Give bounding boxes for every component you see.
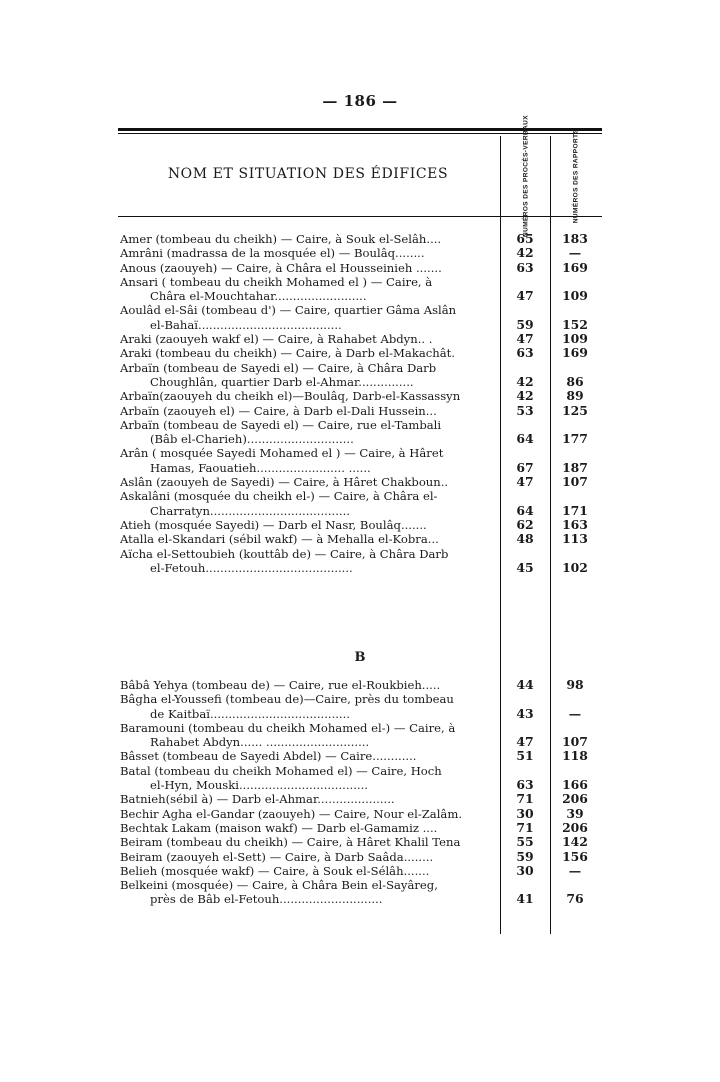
entry-line: Aslân (zaouyeh de Sayedi) — Caire, à Hâret Chakboun.. (120, 475, 449, 490)
entry-continuation-line: Choughlân, quartier Darb el-Ahmar............... (150, 374, 414, 389)
entry-name (118, 246, 498, 260)
entry-line: Beiram (tombeau du cheikh) — Caire, à Hâret Khalil Tena (120, 835, 461, 850)
proces-verbal-number: 42 (516, 388, 534, 404)
rapport-number: 98 (566, 677, 584, 692)
entry-line: Amer (tombeau du cheikh) — Caire, à Souk el-Selâh.... (120, 232, 442, 246)
index-entry (118, 332, 602, 346)
entries-section-a (118, 232, 602, 575)
rapport-number: 183 (562, 231, 588, 246)
entry-name (118, 346, 498, 360)
proces-verbal-number: 64 (516, 502, 534, 518)
proces-verbal-number: 47 (516, 331, 534, 347)
entry-name (118, 678, 498, 692)
entry-name (118, 332, 498, 346)
index-entry (118, 232, 602, 246)
entry-line: Belkeini (mosquée) — Caire, à Châra Bein el-Sayâreg, (120, 878, 438, 893)
entry-line: Atieh (mosquée Sayedi) — Darb el Nasr, Boulâq....... (120, 517, 427, 532)
index-entry (118, 749, 602, 763)
column-header-proces-verbaux-label: NUMÉROS DES PROCÈS-VERBAUX (522, 115, 530, 237)
rapport-number: 163 (562, 516, 588, 532)
proces-verbal-number: 45 (516, 559, 534, 575)
index-entry (118, 547, 602, 576)
entry-name (118, 489, 498, 518)
entry-continuation-line: el-Bahaï....................................... (150, 317, 342, 332)
index-entry (118, 418, 602, 447)
index-entry (118, 721, 602, 750)
rapport-number: 142 (562, 834, 588, 850)
proces-verbal-number: 63 (516, 777, 534, 793)
entry-continuation-line: Charratyn...................................... (150, 503, 350, 518)
entry-name (118, 475, 498, 489)
column-header-rapports-label: NUMÉROS DES RAPPORTS (572, 128, 580, 224)
proces-verbal-number: 51 (516, 748, 534, 764)
index-entry (118, 692, 602, 721)
rapport-number: — (568, 245, 582, 261)
rapport-number: 102 (562, 559, 588, 575)
entry-line: Ansari ( tombeau du cheikh Mohamed el ) — Caire, à (120, 274, 433, 289)
rapport-number: 166 (562, 777, 588, 793)
entry-name (118, 878, 498, 907)
index-entry (118, 475, 602, 489)
index-entry (118, 807, 602, 821)
entry-continuation-line: el-Hyn, Mouski................................... (150, 778, 368, 793)
index-entry (118, 678, 602, 692)
entry-name (118, 835, 498, 849)
index-entry (118, 835, 602, 849)
entry-name (118, 361, 498, 390)
proces-verbal-number: 42 (516, 245, 534, 261)
rapport-number: 118 (562, 748, 588, 764)
index-entry (118, 446, 602, 475)
proces-verbal-number: 63 (516, 259, 534, 275)
proces-verbal-number: 71 (516, 819, 534, 835)
entry-line: Baramouni (tombeau du cheikh Mohamed el-) — Caire, à (120, 720, 456, 735)
index-entry (118, 246, 602, 260)
index-entry (118, 361, 602, 390)
index-entry (118, 821, 602, 835)
entry-line: Bâsset (tombeau de Sayedi Abdel) — Caire............ (120, 749, 417, 764)
entry-line: Araki (tombeau du cheikh) — Caire, à Darb el-Makachât. (120, 346, 455, 361)
proces-verbal-number: 30 (516, 862, 534, 878)
rapport-number: 206 (562, 819, 588, 835)
header-bottom-rule (118, 216, 602, 217)
entry-line: Atalla el-Skandari (sébil wakf) — à Mehalla el-Kobra... (120, 532, 439, 547)
rapport-number: — (568, 862, 582, 878)
entry-name (118, 807, 498, 821)
entry-line: Arbaïn (tombeau de Sayedi el) — Caire, rue el-Tambali (120, 417, 442, 432)
rapport-number: 206 (562, 791, 588, 807)
proces-verbal-number: 63 (516, 345, 534, 361)
proces-verbal-number: 43 (516, 705, 534, 721)
entry-continuation-line: Rahabet Abdyn...... ............................ (150, 735, 370, 750)
proces-verbal-number: 47 (516, 474, 534, 490)
entry-name (118, 389, 498, 403)
index-entry (118, 275, 602, 304)
entry-line: Aïcha el-Settoubieh (kouttâb de) — Caire, à Châra Darb (120, 546, 449, 561)
entry-continuation-line: Châra el-Mouchtahar......................... (150, 289, 367, 304)
entry-continuation-line: Hamas, Faouatieh........................ ...... (150, 460, 371, 475)
rapport-number: 171 (562, 502, 588, 518)
index-entry (118, 261, 602, 275)
entry-line: Askalâni (mosquée du cheikh el-) — Caire, à Châra el- (120, 489, 438, 504)
entry-line: Arbaïn(zaouyeh du cheikh el)—Boulâq, Darb-el-Kassassyn (120, 389, 461, 404)
rapport-number: 109 (562, 288, 588, 304)
entry-name (118, 418, 498, 447)
index-entry (118, 346, 602, 360)
proces-verbal-number: 47 (516, 734, 534, 750)
entry-name (118, 446, 498, 475)
table-header (118, 115, 602, 237)
entry-name (118, 303, 498, 332)
proces-verbal-number: 42 (516, 373, 534, 389)
page-number: — 186 — (322, 92, 398, 110)
proces-verbal-number: 41 (516, 891, 534, 907)
rapport-number: 125 (562, 402, 588, 418)
entry-name (118, 261, 498, 275)
proces-verbal-number: 47 (516, 288, 534, 304)
proces-verbal-number: 62 (516, 516, 534, 532)
index-entry (118, 864, 602, 878)
rapport-number: 109 (562, 331, 588, 347)
proces-verbal-number: 65 (516, 231, 534, 246)
proces-verbal-number: 59 (516, 848, 534, 864)
index-entry (118, 850, 602, 864)
entry-continuation-line: (Bâb el-Charieh)............................. (150, 432, 354, 447)
proces-verbal-number: 30 (516, 805, 534, 821)
entry-name (118, 518, 498, 532)
proces-verbal-number: 55 (516, 834, 534, 850)
entry-name (118, 850, 498, 864)
entry-line: Arbaïn (tombeau de Sayedi el) — Caire, à Châra Darb (120, 360, 437, 375)
rapport-number: 89 (566, 388, 584, 404)
section-heading-b: B (354, 650, 366, 665)
index-entry (118, 303, 602, 332)
table-title: NOM ET SITUATION DES ÉDIFICES (167, 166, 449, 182)
proces-verbal-number: 67 (516, 459, 534, 475)
column-header-proces-verbaux (500, 115, 551, 237)
rapport-number: 76 (566, 891, 584, 907)
entry-continuation-line: de Kaitbaï...................................... (150, 706, 350, 721)
entry-line: Aoulâd el-Sâi (tombeau d') — Caire, quartier Gâma Aslân (120, 303, 457, 318)
index-entry (118, 532, 602, 546)
entry-name (118, 232, 498, 246)
entry-line: Bâgha el-Youssefi (tombeau de)—Caire, près du tombeau (120, 692, 454, 707)
index-entry (118, 792, 602, 806)
rapport-number: 86 (566, 373, 584, 389)
rapport-number: — (568, 705, 582, 721)
rapport-number: 39 (566, 805, 584, 821)
entries-section-b (118, 678, 602, 907)
proces-verbal-number: 48 (516, 531, 534, 547)
index-entry (118, 518, 602, 532)
index-entry (118, 489, 602, 518)
entry-continuation-line: el-Fetouh........................................ (150, 560, 353, 575)
index-entry (118, 389, 602, 403)
rapport-number: 187 (562, 459, 588, 475)
entry-line: Batal (tombeau du cheikh Mohamed el) — Caire, Hoch (120, 763, 442, 778)
index-entry (118, 878, 602, 907)
proces-verbal-number: 71 (516, 791, 534, 807)
entry-name (118, 721, 498, 750)
column-header-rapports (550, 128, 601, 224)
entry-name (118, 404, 498, 418)
entry-name (118, 532, 498, 546)
rapport-number: 107 (562, 734, 588, 750)
entry-name (118, 692, 498, 721)
entry-line: Arbaïn (zaouyeh el) — Caire, à Darb el-Dali Hussein... (120, 403, 437, 418)
rapport-number: 152 (562, 316, 588, 332)
entry-name (118, 764, 498, 793)
proces-verbal-number: 44 (516, 677, 534, 692)
rapport-number: 113 (562, 531, 588, 547)
rapport-number: 169 (562, 345, 588, 361)
entry-line: Arân ( mosquée Sayedi Mohamed el ) — Caire, à Hâret (120, 446, 444, 461)
rapport-number: 107 (562, 474, 588, 490)
entry-line: Anous (zaouyeh) — Caire, à Châra el Housseinieh ....... (120, 260, 442, 275)
entry-name (118, 749, 498, 763)
rapport-number: 169 (562, 259, 588, 275)
entry-line: Araki (zaouyeh wakf el) — Caire, à Rahabet Abdyn.. . (120, 332, 433, 347)
proces-verbal-number: 53 (516, 402, 534, 418)
entry-line: Bechir Agha el-Gandar (zaouyeh) — Caire, Nour el-Zalâm. (120, 806, 463, 821)
entry-name (118, 547, 498, 576)
rapport-number: 156 (562, 848, 588, 864)
entry-line: Bechtak Lakam (maison wakf) — Darb el-Gamamiz .... (120, 820, 438, 835)
entry-continuation-line: près de Bâb el-Fetouh............................ (150, 892, 383, 907)
entry-line: Belieh (mosquée wakf) — Caire, à Souk el-Sélâh....... (120, 863, 430, 878)
proces-verbal-number: 64 (516, 431, 534, 447)
entry-line: Amrâni (madrassa de la mosquée el) — Boulâq........ (120, 246, 425, 261)
rapport-number: 177 (562, 431, 588, 447)
entry-name (118, 864, 498, 878)
index-entry (118, 764, 602, 793)
entry-line: Bâbâ Yehya (tombeau de) — Caire, rue el-Roukbieh..... (120, 678, 441, 692)
entry-name (118, 792, 498, 806)
entry-line: Beiram (zaouyeh el-Sett) — Caire, à Darb Saâda........ (120, 849, 434, 864)
entry-name (118, 275, 498, 304)
entry-name (118, 821, 498, 835)
proces-verbal-number: 59 (516, 316, 534, 332)
index-entry (118, 404, 602, 418)
entry-line: Batnieh(sébil à) — Darb el-Ahmar..................... (120, 792, 395, 807)
